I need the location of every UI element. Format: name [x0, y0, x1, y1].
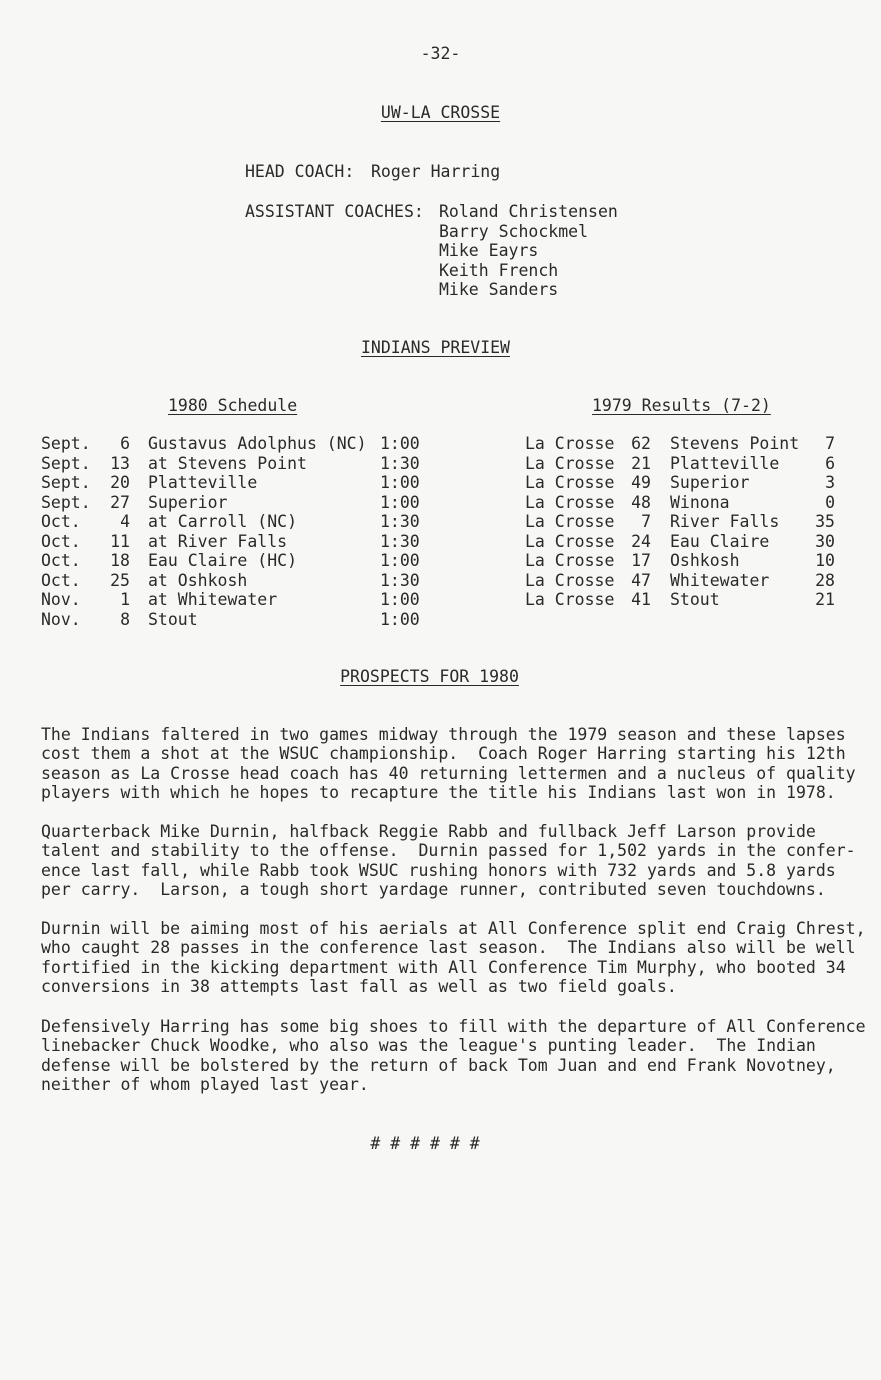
schedule-day: 4 [120, 512, 130, 531]
result-team: La Crosse [525, 492, 615, 512]
schedule-day: 6 [120, 434, 130, 453]
schedule-opponent: Platteville [148, 473, 258, 492]
result-opponent: Platteville [670, 453, 780, 473]
schedule-month: Nov. [41, 609, 81, 629]
assistant-coaches-label: ASSISTANT COACHES: [245, 202, 424, 221]
assistant-coach-name: Mike Sanders [439, 280, 559, 299]
result-opponent-score: 7 [825, 434, 835, 453]
schedule-time: 1:00 [380, 590, 420, 609]
schedule-opponent: Stout [148, 609, 198, 629]
result-score: 41 [631, 590, 651, 609]
result-opponent-score: 35 [815, 512, 835, 531]
paragraph [41, 1017, 866, 1094]
schedule-day: 13 [110, 453, 130, 473]
assistant-coach-name: Keith French [439, 260, 559, 280]
result-score: 47 [631, 570, 651, 590]
result-team: La Crosse [525, 590, 615, 609]
schedule-day: 8 [120, 609, 130, 629]
result-score: 48 [631, 492, 651, 512]
result-opponent: Superior [670, 473, 750, 492]
schedule-opponent: Superior [148, 492, 228, 512]
paragraph-line: talent and stability to the offense. Durnin passed for 1,502 yards in the confer- [41, 841, 856, 861]
schedule-month: Oct. [41, 570, 81, 590]
result-opponent: Eau Claire [670, 531, 770, 551]
schedule-day: 27 [110, 492, 130, 512]
page-number: -32- [420, 44, 461, 63]
paragraph [41, 919, 866, 996]
paragraph-line: ence last fall, while Rabb took WSUC rushing honors with 732 yards and 5.8 yards [41, 860, 836, 880]
schedule-opponent: at River Falls [148, 531, 288, 551]
paragraph-line: who caught 28 passes in the conference last season. The Indians also will be well [41, 938, 856, 958]
schedule-opponent: Gustavus Adolphus (NC) [148, 434, 367, 453]
paragraph-line: players with which he hopes to recapture the title his Indians last won in 1978. [41, 782, 836, 802]
result-team: La Crosse [525, 570, 615, 590]
schedule-opponent: Eau Claire (HC) [148, 551, 298, 570]
schedule-time: 1:30 [380, 570, 420, 590]
result-opponent-score: 28 [815, 570, 835, 590]
schedule-opponent: at Carroll (NC) [148, 512, 298, 531]
result-team: La Crosse [525, 512, 615, 531]
result-opponent: Whitewater [670, 570, 770, 590]
assistant-coach-name: Barry Schockmel [439, 221, 589, 241]
paragraph-line: per carry. Larson, a tough short yardage runner, contributed seven touchdowns. [41, 879, 826, 899]
schedule-time: 1:00 [380, 473, 420, 492]
assistant-coach-name: Mike Eayrs [439, 241, 539, 260]
schedule-time: 1:30 [380, 512, 420, 531]
prospects-heading: PROSPECTS FOR 1980 [340, 667, 519, 686]
schedule-month: Oct. [41, 512, 81, 531]
preview-heading: INDIANS PREVIEW [360, 338, 510, 357]
paragraph-line: neither of whom played last year. [41, 1074, 369, 1094]
paragraph [41, 725, 861, 802]
paragraph-line: Quarterback Mike Durnin, halfback Reggie Rabb and fullback Jeff Larson provide [41, 822, 816, 841]
result-opponent: Winona [670, 492, 730, 512]
result-score: 21 [631, 453, 651, 473]
paragraph-line: defense will be bolstered by the return of back Tom Juan and end Frank Novotney, [41, 1055, 836, 1075]
result-team: La Crosse [525, 531, 615, 551]
schedule-time: 1:00 [380, 434, 420, 453]
schedule-time: 1:00 [380, 551, 420, 570]
schedule-month: Oct. [41, 531, 81, 551]
schedule-opponent: at Whitewater [148, 590, 278, 609]
schedule-time: 1:00 [380, 492, 420, 512]
schedule-day: 25 [110, 570, 130, 590]
schedule-month: Sept. [41, 492, 91, 512]
result-opponent-score: 6 [825, 453, 835, 473]
schedule-heading: 1980 Schedule [168, 396, 298, 415]
schedule-opponent: at Stevens Point [148, 453, 307, 473]
schedule-time: 1:30 [380, 453, 420, 473]
head-coach-name: Roger Harring [371, 162, 501, 181]
paragraph [41, 822, 861, 899]
assistant-coach-name: Roland Christensen [439, 202, 618, 221]
schedule-day: 20 [110, 473, 130, 492]
result-opponent-score: 0 [825, 492, 835, 512]
paragraph-line: linebacker Chuck Woodke, who also was the league's punting leader. The Indian [41, 1036, 816, 1056]
result-team: La Crosse [525, 434, 615, 453]
schedule-time: 1:00 [380, 609, 420, 629]
end-mark: # # # # # # [370, 1134, 480, 1153]
results-heading: 1979 Results (7-2) [592, 396, 771, 415]
schedule-opponent: at Oshkosh [148, 570, 248, 590]
page-title: UW-LA CROSSE [380, 103, 501, 122]
head-coach-label: HEAD COACH: [245, 162, 355, 181]
schedule-month: Sept. [41, 434, 91, 453]
result-score: 24 [631, 531, 651, 551]
result-opponent: Stevens Point [670, 434, 800, 453]
result-team: La Crosse [525, 453, 615, 473]
schedule-month: Sept. [41, 473, 91, 492]
result-opponent: River Falls [670, 512, 780, 531]
result-opponent: Oshkosh [670, 551, 740, 570]
schedule-day: 18 [110, 551, 130, 570]
result-opponent-score: 10 [815, 551, 835, 570]
paragraph-line: season as La Crosse head coach has 40 returning lettermen and a nucleus of quality [41, 763, 856, 783]
result-opponent-score: 21 [815, 590, 835, 609]
result-opponent: Stout [670, 590, 720, 609]
schedule-time: 1:30 [380, 531, 420, 551]
result-team: La Crosse [525, 473, 615, 492]
schedule-day: 11 [110, 531, 130, 551]
result-opponent-score: 30 [815, 531, 835, 551]
result-opponent-score: 3 [825, 473, 835, 492]
schedule-month: Oct. [41, 551, 81, 570]
schedule-month: Sept. [41, 453, 91, 473]
result-score: 7 [641, 512, 651, 531]
result-score: 49 [631, 473, 651, 492]
paragraph-line: fortified in the kicking department with All Conference Tim Murphy, who booted 34 [41, 957, 846, 977]
paragraph-line: conversions in 38 attempts last fall as well as two field goals. [41, 976, 677, 996]
paragraph-line: cost them a shot at the WSUC championship. Coach Roger Harring starting his 12th [41, 744, 846, 764]
schedule-month: Nov. [41, 590, 81, 609]
paragraph-line: Defensively Harring has some big shoes to fill with the departure of All Conference [41, 1017, 866, 1036]
paragraph-line: Durnin will be aiming most of his aerials at All Conference split end Craig Chrest, [41, 919, 866, 938]
result-team: La Crosse [525, 551, 615, 570]
schedule-day: 1 [120, 590, 130, 609]
result-score: 62 [631, 434, 651, 453]
paragraph-line: The Indians faltered in two games midway through the 1979 season and these lapses [41, 725, 846, 744]
result-score: 17 [631, 551, 651, 570]
